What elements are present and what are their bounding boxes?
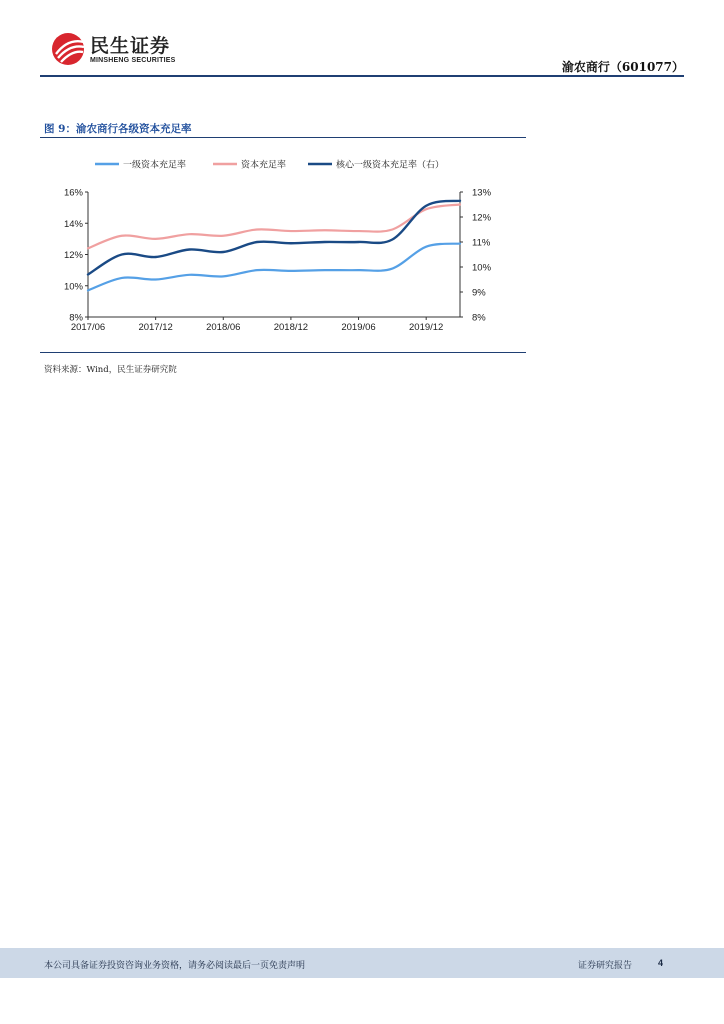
right-tick-label: 8% [472,312,486,324]
right-tick-label: 11% [472,237,491,249]
left-tick-label: 12% [63,250,83,261]
figure-source: 资料来源：Wind，民生证券研究院 [44,365,177,375]
figure-title: 图 9：渝农商行各级资本充足率 [44,123,192,135]
minsheng-logo [50,30,190,70]
right-tick-label: 13% [472,187,492,199]
x-tick-label: 2018/12 [273,322,309,333]
figure-top-rule [40,137,526,138]
footer-report-type: 证券研究报告 [578,961,633,971]
header-divider [40,75,684,77]
series-line-1 [88,244,460,291]
legend-label-1: 一级资本充足率 [123,160,187,171]
legend-label-2: 资本充足率 [241,160,287,171]
report-title: 渝农商行（601077） [561,60,684,74]
minsheng-logo-icon [50,30,88,68]
x-tick-label: 2017/06 [70,322,106,333]
x-tick-label: 2019/06 [341,322,376,333]
x-tick-label: 2019/12 [409,322,444,333]
legend-label-3: 核心一级资本充足率（右） [336,160,445,171]
logo-english-name: MINSHENG SECURITIES [90,57,176,64]
right-tick-label: 9% [472,287,486,299]
chart-lines [88,201,460,291]
footer-disclaimer: 本公司具备证券投资咨询业务资格，请务必阅读最后一页免责声明 [44,961,306,971]
x-tick-label: 2018/06 [206,322,241,333]
left-tick-label: 10% [63,281,83,293]
capital-adequacy-chart [40,140,526,345]
left-tick-label: 14% [63,218,83,230]
x-tick-label: 2017/12 [138,322,173,333]
page-number: 4 [658,958,664,968]
figure-bottom-rule [40,352,526,353]
logo-chinese-name: 民生证券 [90,35,171,57]
left-tick-label: 8% [69,312,83,324]
right-tick-label: 12% [472,212,492,224]
left-tick-label: 16% [63,187,83,199]
chart-legend [95,159,444,171]
right-tick-label: 10% [472,262,492,274]
